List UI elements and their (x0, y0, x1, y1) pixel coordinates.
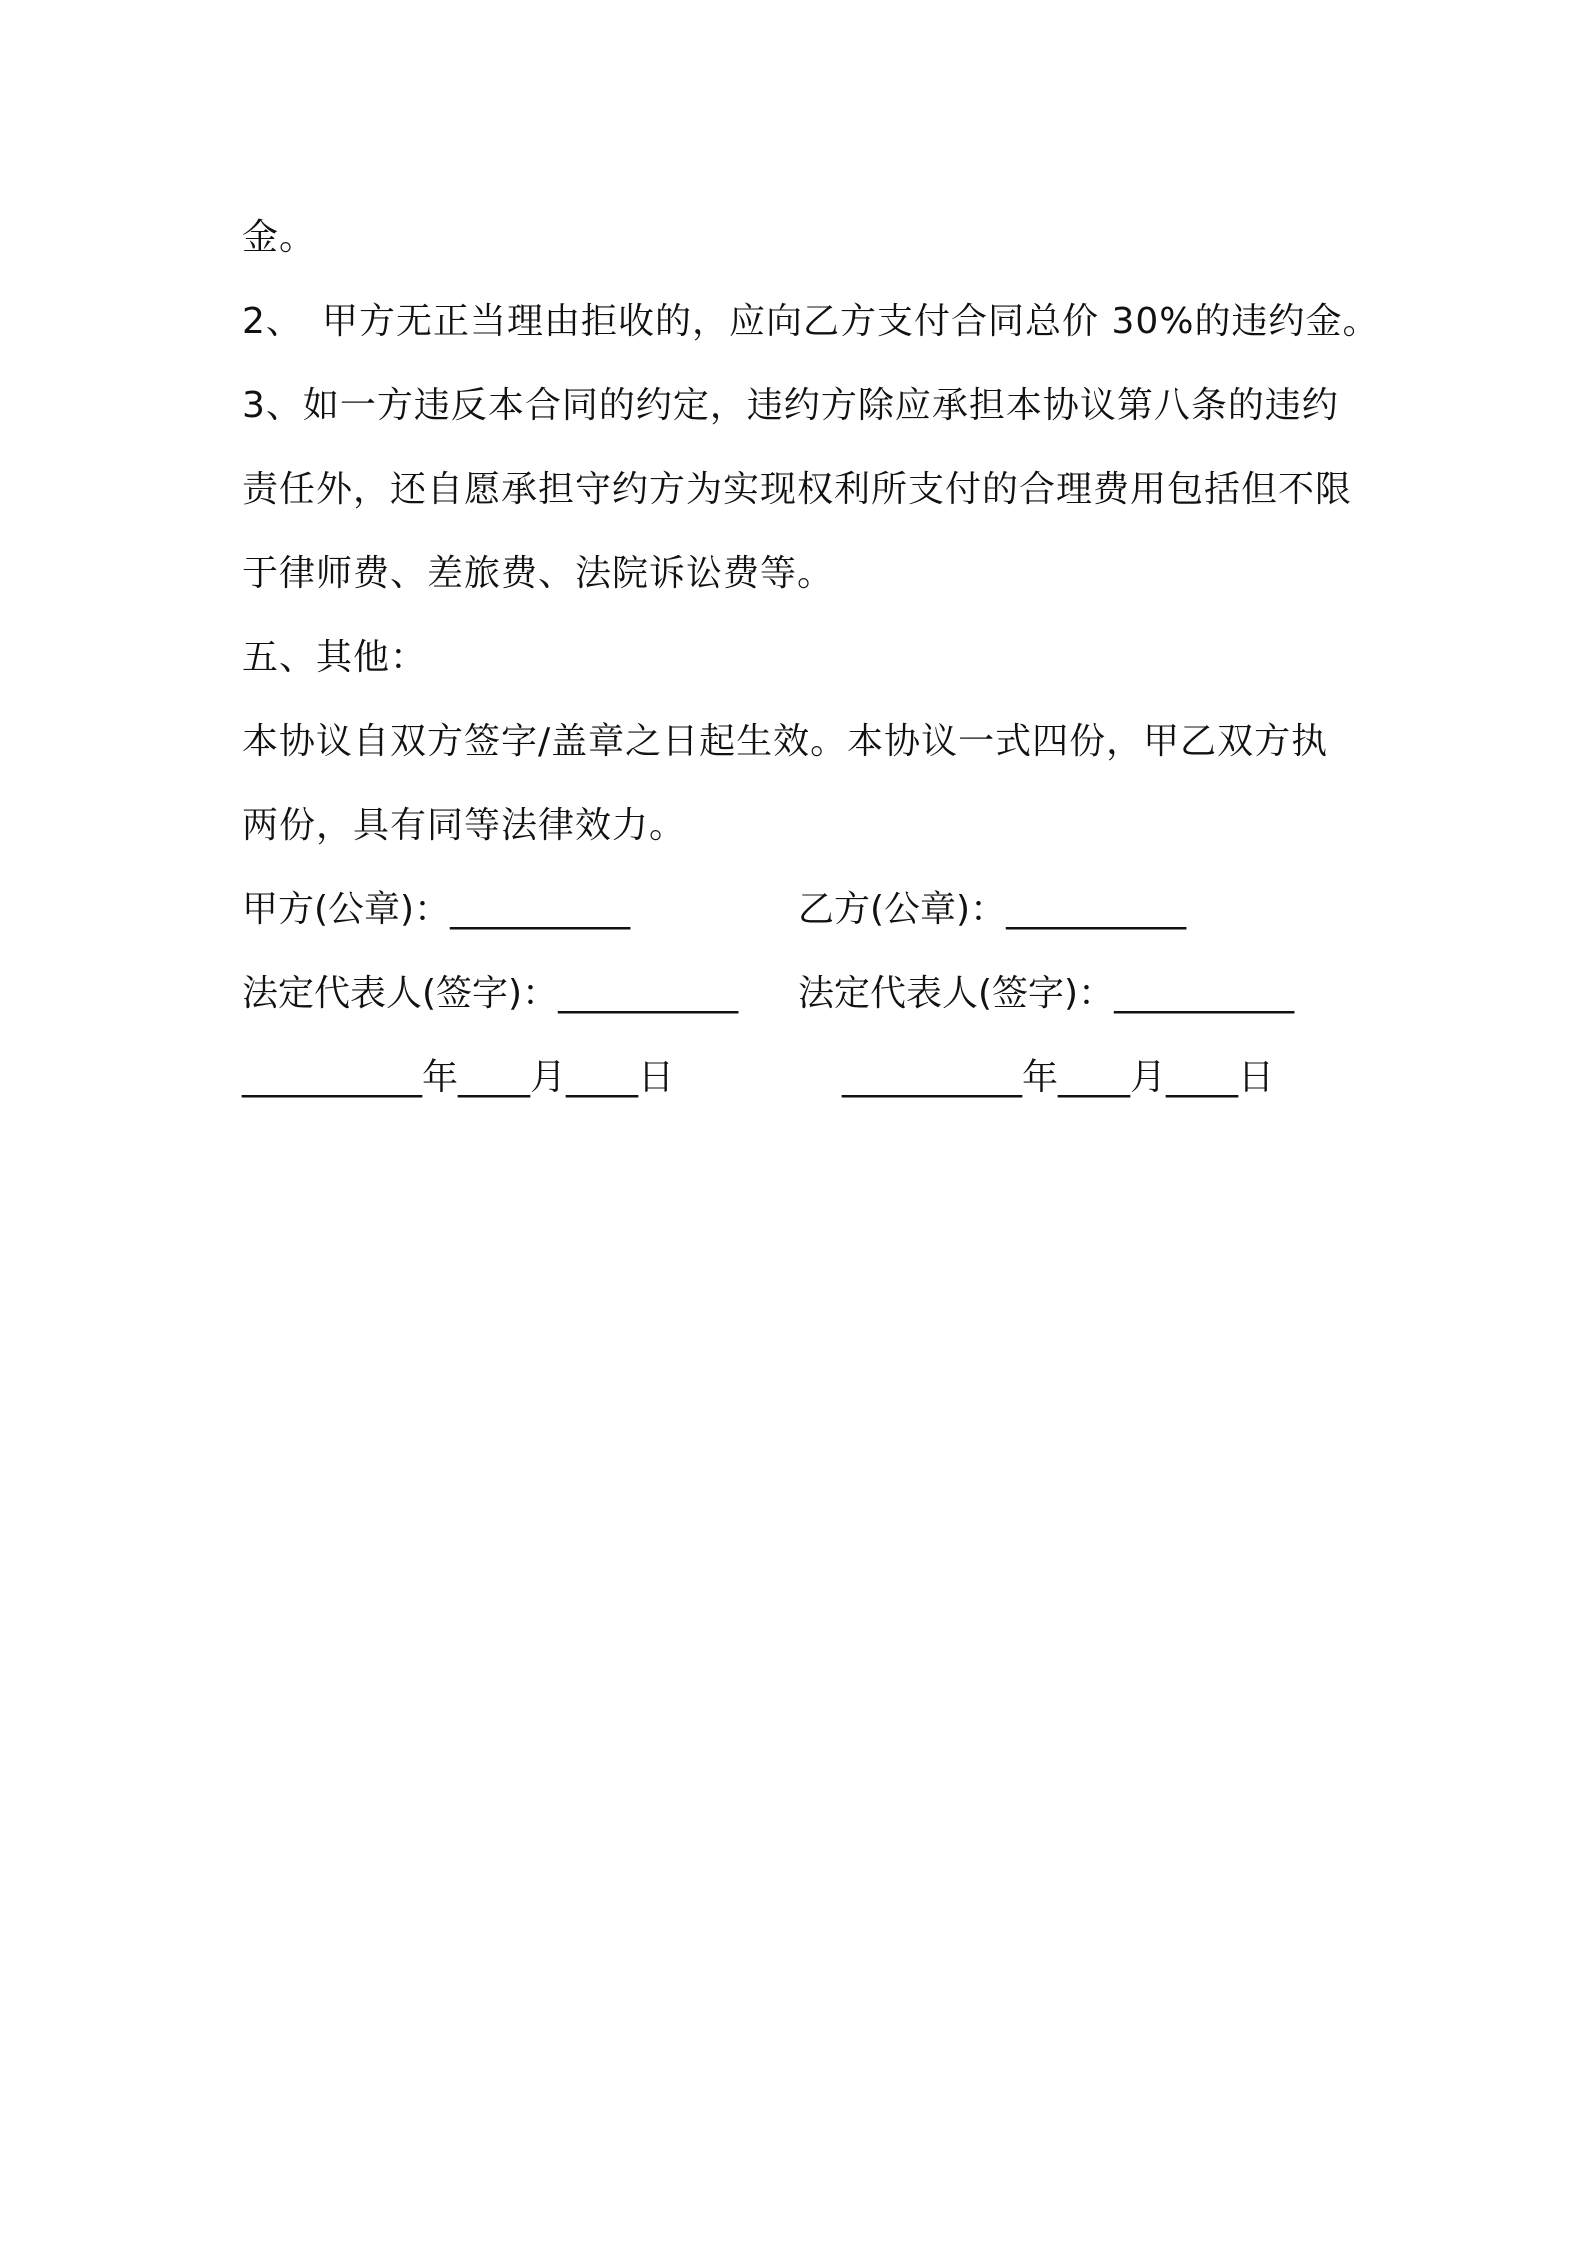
section-heading-other: 五、其他： (242, 637, 428, 678)
clause-2 (242, 280, 1380, 364)
party-b-seal-field: 乙方(公章)：__________ (798, 889, 1187, 930)
party-a-date-field: __________年____月____日 (242, 1057, 674, 1098)
party-b-representative-field: 法定代表人(签字)：__________ (798, 973, 1295, 1014)
clause-3-line-3: 于律师费、差旅费、法院诉讼费等。 (242, 553, 835, 594)
representative-row (242, 952, 1372, 1036)
paragraph-line: 金。 (242, 217, 317, 258)
clause-3-line-2: 责任外，还自愿承担守约方为实现权利所支付的合理费用包括但不限 (242, 469, 1353, 510)
party-a-seal-field: 甲方(公章)：__________ (242, 889, 631, 930)
clause-number: 2、 (242, 301, 303, 342)
party-a-representative-field: 法定代表人(签字)：__________ (242, 973, 739, 1014)
party-b-date-field: __________年____月____日 (842, 1057, 1274, 1098)
effective-clause-line-2: 两份，具有同等法律效力。 (242, 805, 687, 846)
date-row (242, 1036, 1372, 1120)
clause-3-line-1: 3、如一方违反本合同的约定，违约方除应承担本协议第八条的违约 (242, 385, 1339, 426)
seal-row (242, 868, 1372, 952)
clause-text: 甲方无正当理由拒收的，应向乙方支付合同总价 30%的违约金。 (322, 301, 1380, 342)
effective-clause-line-1: 本协议自双方签字/盖章之日起生效。本协议一式四份，甲乙双方执 (242, 721, 1329, 762)
document-body (242, 196, 1380, 1120)
